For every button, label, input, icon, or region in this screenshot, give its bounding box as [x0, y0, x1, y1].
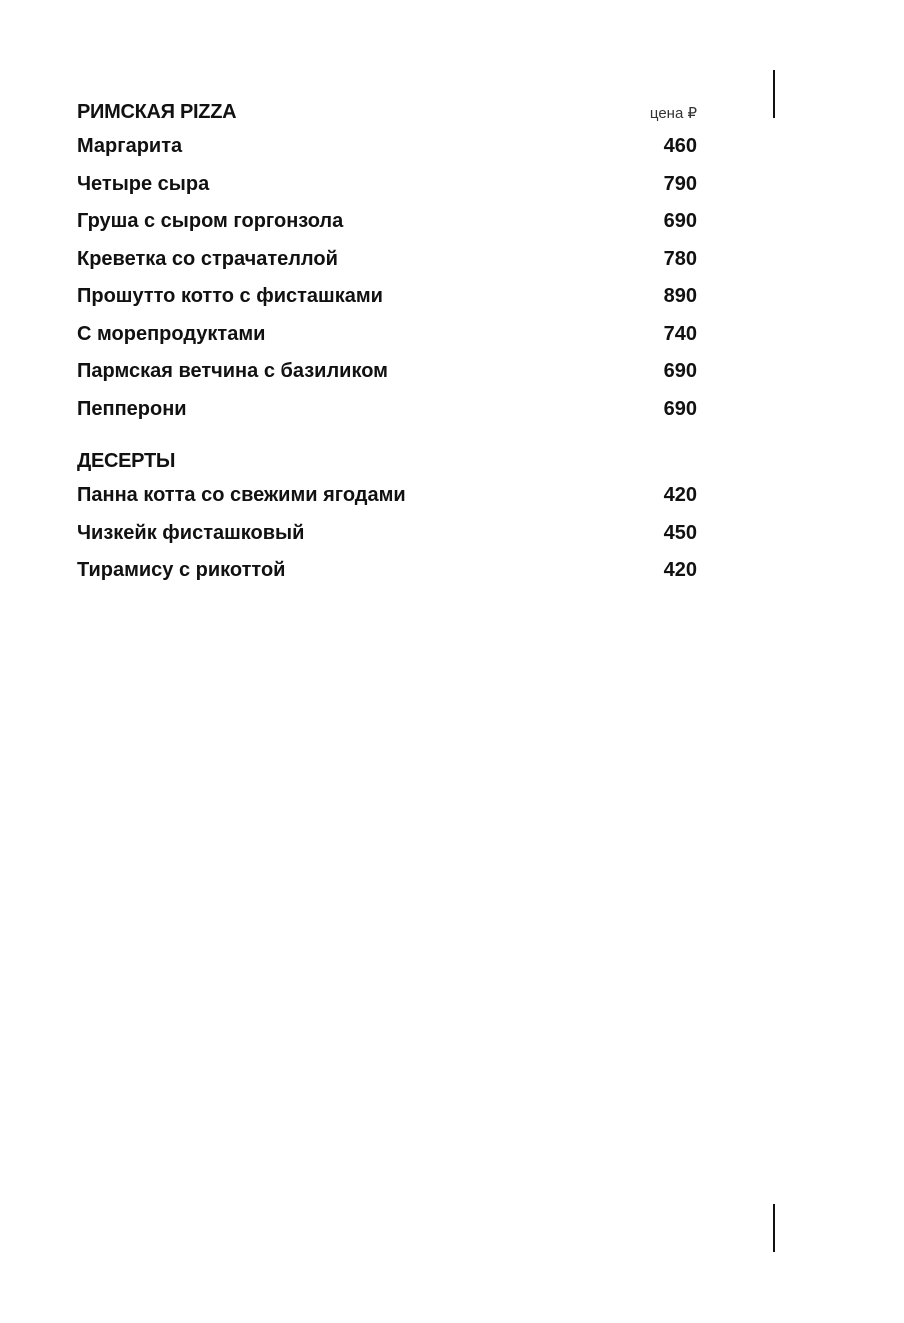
item-price: 780: [663, 247, 697, 270]
item-price: 460: [663, 135, 697, 158]
menu-item: [77, 552, 697, 590]
menu-item: [77, 128, 697, 166]
item-price: 690: [663, 397, 697, 420]
item-name: Креветка со страчателлой: [77, 247, 338, 270]
menu-item: [77, 278, 697, 316]
menu-item: [77, 515, 697, 553]
item-price: 890: [663, 285, 697, 308]
item-name: Прошутто котто с фисташками: [77, 285, 383, 308]
section-desserts: [77, 445, 697, 590]
section-roman-pizza: [77, 96, 697, 428]
price-column-caption: цена ₽: [649, 105, 697, 122]
item-price: 740: [663, 322, 697, 345]
item-price: 420: [663, 559, 697, 582]
menu-item: [77, 477, 697, 515]
section-header: [77, 96, 697, 128]
item-price: 420: [663, 484, 697, 507]
section-header: [77, 445, 697, 477]
item-name: Груша с сыром горгонзола: [77, 210, 344, 233]
item-price: 690: [663, 360, 697, 383]
item-name: Маргарита: [77, 135, 183, 158]
item-price: 790: [663, 172, 697, 195]
menu-item: [77, 353, 697, 391]
crop-mark-bottom: [773, 1204, 775, 1252]
item-name: С морепродуктами: [77, 322, 266, 345]
item-name: Пепперони: [77, 397, 187, 420]
menu-page: [77, 96, 697, 590]
menu-item: [77, 166, 697, 204]
menu-item: [77, 391, 697, 429]
item-name: Четыре сыра: [77, 172, 210, 195]
item-name: Пармская ветчина с базиликом: [77, 360, 388, 383]
item-name: Панна котта со свежими ягодами: [77, 484, 406, 507]
item-name: Чизкейк фисташковый: [77, 521, 305, 544]
menu-item: [77, 203, 697, 241]
item-name: Тирамису с рикоттой: [77, 559, 286, 582]
section-title: РИМСКАЯ PIZZA: [77, 101, 237, 123]
menu-item: [77, 241, 697, 279]
menu-item: [77, 316, 697, 354]
item-price: 690: [663, 210, 697, 233]
item-price: 450: [663, 521, 697, 544]
crop-mark-top: [773, 70, 775, 118]
section-title: ДЕСЕРТЫ: [77, 450, 176, 472]
